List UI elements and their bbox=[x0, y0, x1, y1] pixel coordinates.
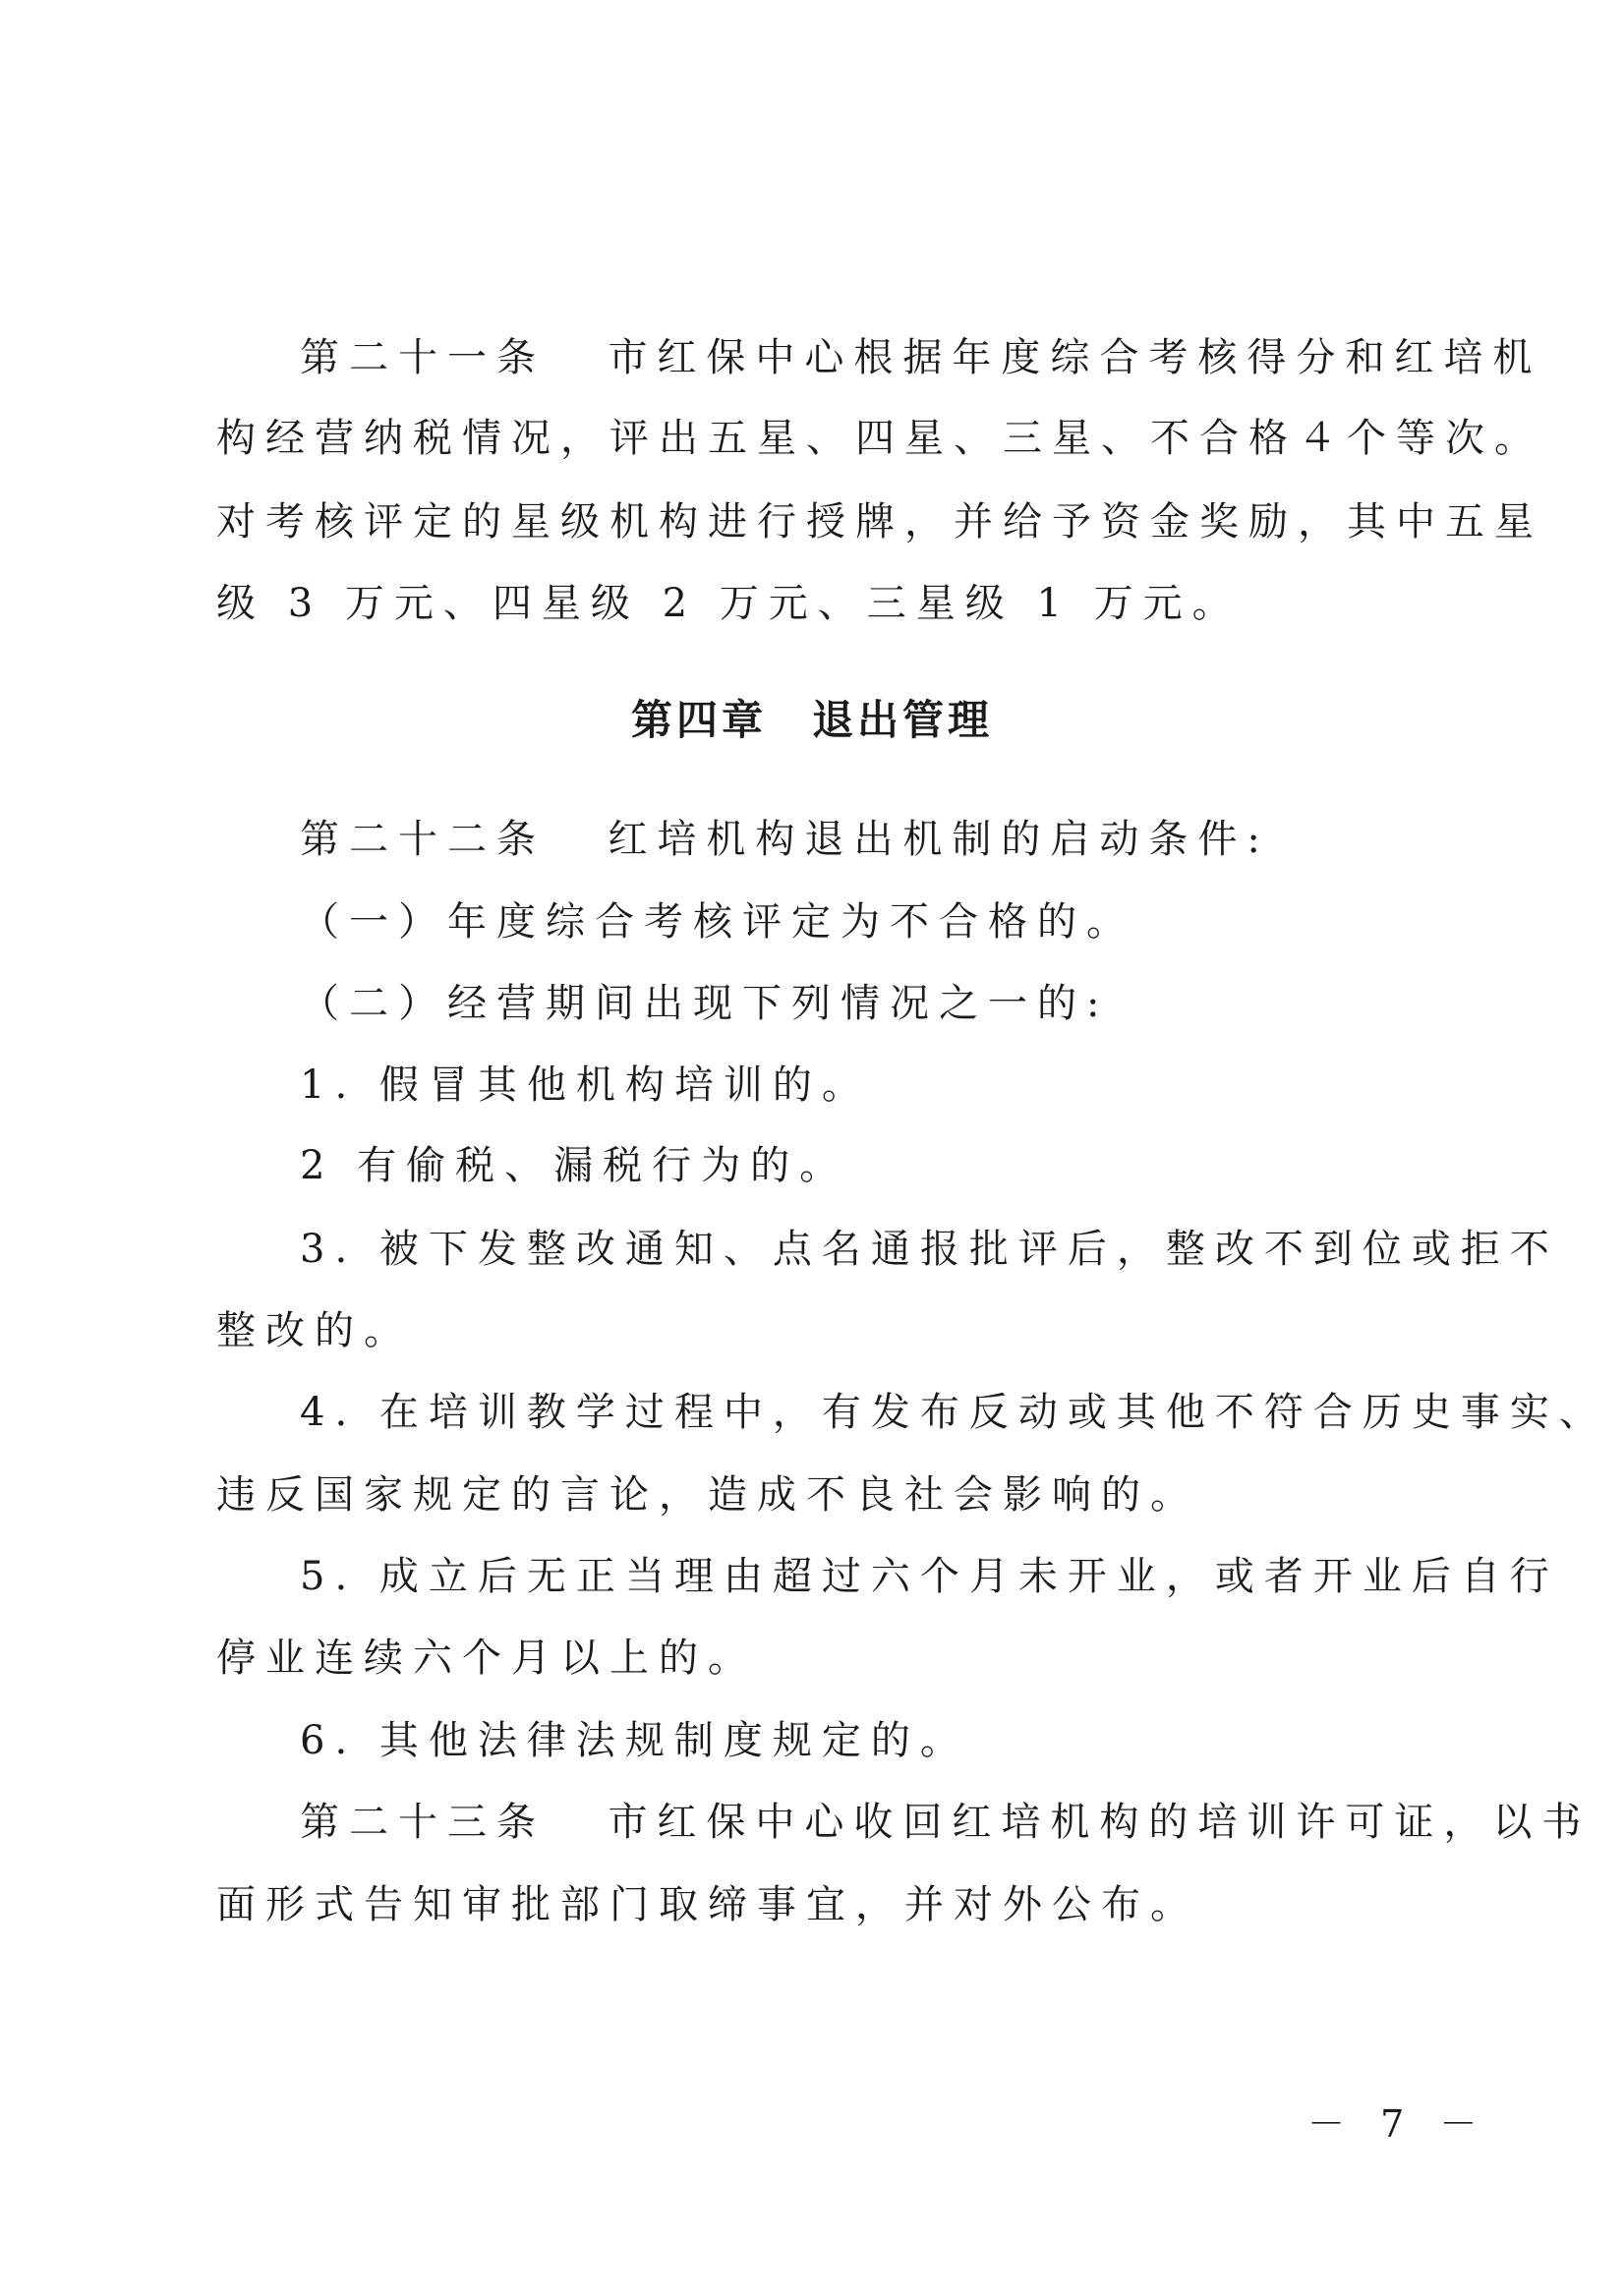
article-22-heading: 第二十二条 bbox=[300, 817, 546, 862]
article-23-first-line bbox=[300, 1797, 1592, 1848]
article-23-heading: 第二十三条 bbox=[300, 1800, 546, 1845]
article-21-heading: 第二十一条 bbox=[300, 335, 546, 380]
article-22-item-3: 1. 假冒其他机构培训的。 bbox=[300, 1062, 871, 1108]
article-23-text-line-2: 面形式告知审批部门取缔事宜，并对外公布。 bbox=[216, 1882, 1199, 1927]
chapter-4-title: 第四章 退出管理 bbox=[630, 696, 993, 744]
article-22-item-7a: 5. 成立后无正当理由超过六个月未开业，或者开业后自行 bbox=[300, 1554, 1559, 1599]
article-21-first-line bbox=[300, 332, 1542, 383]
article-22-item-5a: 3. 被下发整改通知、点名通报批评后，整改不到位或拒不 bbox=[300, 1227, 1559, 1272]
article-22-item-5b: 整改的。 bbox=[216, 1308, 413, 1353]
article-23-text-line-1: 市红保中心收回红培机构的培训许可证，以书 bbox=[608, 1800, 1592, 1845]
article-21-text-line-1: 市红保中心根据年度综合考核得分和红培机 bbox=[608, 335, 1542, 380]
page-number: － 7 － bbox=[1307, 2102, 1489, 2146]
article-22-item-1: （一）年度综合考核评定为不合格的。 bbox=[300, 899, 1135, 945]
article-22-item-6b: 违反国家规定的言论，造成不良社会影响的。 bbox=[216, 1472, 1199, 1518]
article-21-text-line-4: 级 3 万元、四星级 2 万元、三星级 1 万元。 bbox=[216, 581, 1242, 626]
article-22-intro: 红培机构退出机制的启动条件: bbox=[608, 817, 1270, 862]
article-22-item-6a: 4. 在培训教学过程中，有发布反动或其他不符合历史事实、 bbox=[300, 1390, 1608, 1435]
article-22-item-8: 6. 其他法律法规制度规定的。 bbox=[300, 1718, 969, 1763]
article-22-item-2: （二）经营期间出现下列情况之一的: bbox=[300, 981, 1110, 1026]
article-21-text-line-3: 对考核评定的星级机构进行授牌，并给予资金奖励，其中五星 bbox=[216, 499, 1543, 545]
article-22-item-7b: 停业连续六个月以上的。 bbox=[216, 1636, 757, 1681]
article-22-item-4: 2 有偷税、漏税行为的。 bbox=[300, 1143, 849, 1188]
article-21-text-line-2: 构经营纳税情况，评出五星、四星、三星、不合格４个等次。 bbox=[216, 416, 1543, 461]
article-22-first-line bbox=[300, 814, 1499, 865]
